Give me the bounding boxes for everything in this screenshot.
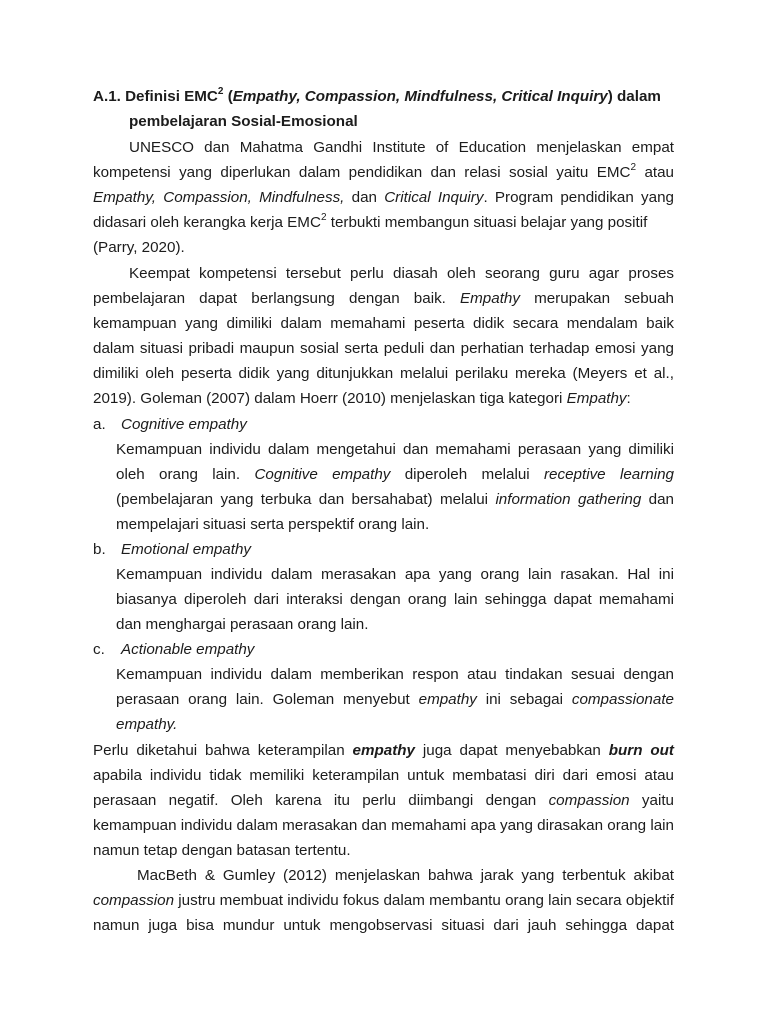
italic-run: Empathy: [460, 290, 520, 307]
bold-italic-run: burn out: [608, 742, 674, 759]
italic-run: information gathering: [495, 491, 642, 508]
paragraph-line: Keempat kompetensi tersebut perlu diasah oleh seorang guru agar proses: [129, 265, 674, 282]
text-run: diperoleh melalui: [390, 466, 544, 483]
list-item-line: [116, 691, 674, 709]
list-item-line: Kemampuan individu dalam mengetahui dan memahami perasaan yang dimiliki: [116, 441, 674, 458]
text-run: Perlu diketahui bahwa keterampilan: [93, 742, 353, 759]
heading-text: (: [223, 88, 233, 105]
list-item-title-cognitive-empathy: Cognitive empathy: [121, 416, 247, 433]
text-run: perasaan negatif. Oleh karena itu perlu diimbangi dengan: [93, 792, 549, 809]
text-run: (pembelajaran yang terbuka dan bersahabat) melalui: [116, 491, 496, 508]
paragraph-line: [93, 161, 674, 182]
paragraph-line: [93, 189, 674, 207]
superscript: 2: [630, 161, 637, 173]
list-item-line: [116, 466, 674, 484]
italic-run: Cognitive empathy: [254, 466, 391, 483]
text-run: 2019). Goleman (2007) dalam Hoerr (2010) menjelaskan tiga kategori: [93, 390, 567, 407]
italic-run: Empathy: [566, 390, 627, 407]
list-item-title-actionable-empathy: Actionable empathy: [121, 641, 255, 658]
paragraph-line: [93, 892, 674, 910]
paragraph-line: namun juga bisa mundur untuk mengobservasi situasi dari jauh sehingga dapat: [93, 917, 674, 934]
heading-text: A.1. Definisi EMC: [93, 88, 218, 105]
text-run: juga dapat menyebabkan: [415, 742, 609, 759]
heading-text: ) dalam: [607, 88, 661, 105]
heading-superscript: 2: [217, 85, 224, 97]
text-run: justru membuat individu fokus dalam membantu orang lain secara objektif: [174, 892, 674, 909]
list-item-line: mempelajari situasi serta perspektif orang lain.: [116, 516, 430, 533]
text-run: perasaan orang lain. Goleman menyebut: [116, 691, 419, 708]
text-run: dan: [641, 491, 674, 508]
text-run: pembelajaran dapat berlangsung dengan baik.: [93, 290, 461, 307]
list-item-line: empathy.: [116, 716, 178, 733]
paragraph-line: [93, 390, 631, 408]
italic-run: compassion: [93, 892, 175, 909]
italic-run: receptive learning: [544, 466, 675, 483]
text-run: ini sebagai: [476, 691, 572, 708]
list-marker-b: b.: [93, 541, 106, 558]
italic-run: compassion: [548, 792, 630, 809]
heading-italic: Empathy, Compassion, Mindfulness, Critical Inquiry: [232, 88, 608, 105]
list-item-line: Kemampuan individu dalam memberikan respon atau tindakan sesuai dengan: [116, 666, 674, 683]
paragraph-line: kemampuan yang dimiliki dalam memahami peserta didik secara mendalam baik: [93, 315, 674, 332]
bold-italic-run: empathy: [352, 742, 416, 759]
list-item-line: biasanya diperoleh dari interaksi dengan orang lain sehingga dapat memahami: [116, 591, 674, 608]
text-run: merupakan sebuah: [519, 290, 675, 307]
text-run: . Program pendidikan yang: [483, 189, 674, 206]
paragraph-line: (Parry, 2020).: [93, 239, 185, 256]
list-marker-c: c.: [93, 641, 105, 658]
text-run: terbukti membangun situasi belajar yang positif: [326, 214, 648, 231]
text-run: didasari oleh kerangka kerja EMC: [93, 214, 321, 231]
list-item-line: [116, 491, 674, 509]
text-run: oleh orang lain.: [116, 466, 255, 483]
text-run: atau: [636, 164, 674, 181]
italic-run: Empathy, Compassion, Mindfulness,: [93, 189, 345, 206]
paragraph-line: dalam situasi pribadi maupun sosial serta peduli dan perhatian terhadap emosi yang: [93, 340, 674, 357]
list-item-line: dan menghargai perasaan orang lain.: [116, 616, 369, 633]
italic-run: Critical Inquiry: [384, 189, 484, 206]
paragraph-line: [93, 742, 674, 760]
paragraph-line: dimiliki oleh peserta didik yang ditunjukkan melalui perilaku mereka (Meyers et al.,: [93, 365, 674, 382]
section-heading-line2: pembelajaran Sosial-Emosional: [129, 113, 358, 130]
list-item-line: Kemampuan individu dalam merasakan apa yang orang lain rasakan. Hal ini: [116, 566, 674, 583]
text-run: yaitu: [629, 792, 674, 809]
paragraph-line: apabila individu tidak memiliki keterampilan untuk membatasi diri dari emosi atau: [93, 767, 674, 784]
italic-run: compassionate: [571, 691, 674, 708]
italic-run: empathy: [418, 691, 477, 708]
paragraph-line: UNESCO dan Mahatma Gandhi Institute of Education menjelaskan empat: [129, 139, 674, 156]
paragraph-line: namun tetap dengan batasan tertentu.: [93, 842, 351, 859]
list-item-title-emotional-empathy: Emotional empathy: [121, 541, 252, 558]
list-marker-a: a.: [93, 416, 106, 433]
text-run: :: [626, 390, 631, 407]
text-run: kompetensi yang diperlukan dalam pendidikan dan relasi sosial yaitu EMC: [93, 164, 631, 181]
paragraph-line: kemampuan individu dalam merasakan dan memahami apa yang dirasakan orang lain: [93, 817, 674, 834]
section-heading: [93, 85, 661, 106]
paragraph-line: MacBeth & Gumley (2012) menjelaskan bahwa jarak yang terbentuk akibat: [137, 867, 674, 884]
paragraph-line: [93, 211, 648, 232]
text-run: dan: [344, 189, 385, 206]
paragraph-line: [93, 792, 674, 810]
superscript: 2: [320, 211, 327, 223]
paragraph-line: [93, 290, 674, 308]
